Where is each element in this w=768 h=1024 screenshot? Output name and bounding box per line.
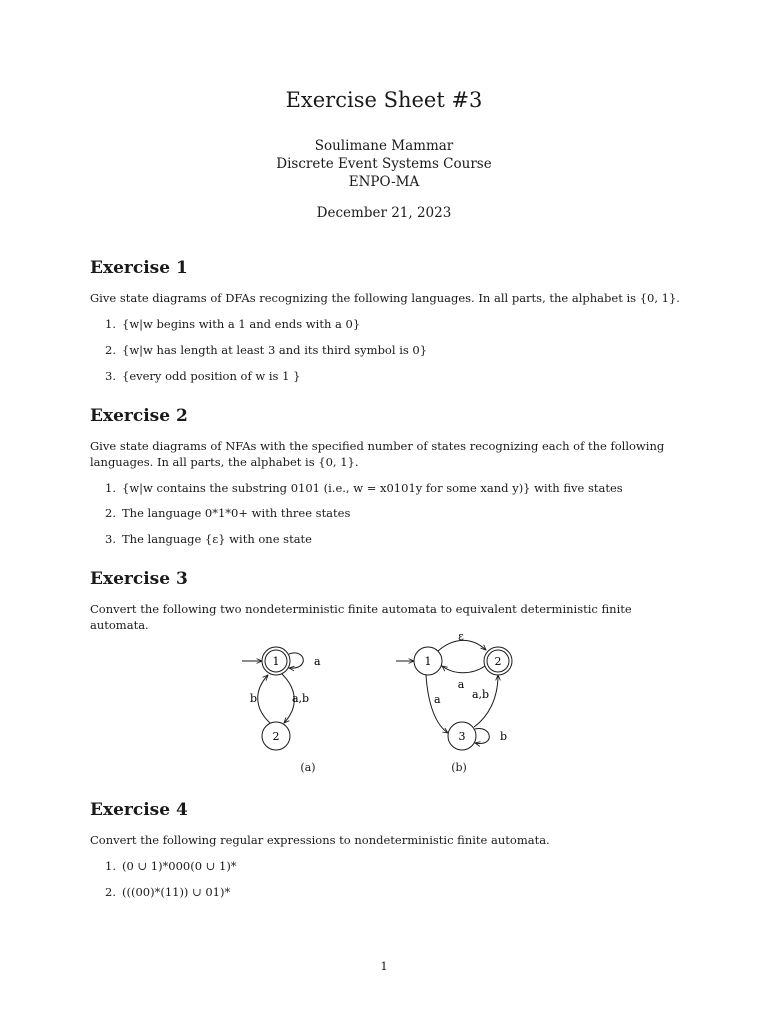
exercise-2-intro: Give state diagrams of NFAs with the specified number of states recognizing each of the following languages. In all parts, the alphabet is {0, 1}. — [90, 439, 665, 469]
state-label: 3 — [458, 730, 466, 743]
automaton-b-diagram — [390, 625, 530, 775]
item-text: The language 0*1*0+ with three states — [122, 506, 351, 520]
item-number: 3. — [105, 532, 116, 546]
self-loop — [289, 653, 303, 668]
edge-label: a,b — [472, 688, 490, 701]
transition-edge — [474, 675, 498, 727]
item-number: 1. — [105, 317, 116, 331]
state-1-accepting — [262, 647, 290, 675]
state-label: 1 — [272, 655, 280, 668]
item-number: 2. — [105, 506, 116, 520]
exercise-1-intro: Give state diagrams of DFAs recognizing the following languages. In all parts, the alphabet is {0, 1}. — [90, 291, 680, 305]
state-label: 1 — [424, 655, 432, 668]
figure-b-caption: (b) — [451, 761, 467, 774]
exercise-2-item — [105, 532, 312, 546]
exercise-4-item — [105, 859, 237, 873]
transition-edge — [258, 675, 270, 723]
state-1 — [414, 647, 442, 675]
figure-a-caption: (a) — [300, 761, 316, 774]
edge-label: a — [314, 655, 321, 668]
edge-label: a — [434, 693, 441, 706]
edge-label: b — [500, 730, 508, 743]
course-name: Discrete Event Systems Course — [276, 156, 492, 172]
school-name: ENPO-MA — [348, 174, 420, 190]
state-2-accepting — [484, 647, 512, 675]
edge-label: a,b — [292, 692, 310, 705]
self-loop — [475, 729, 489, 744]
exercise-3-intro: Convert the following two nondeterministic finite automata to equivalent deterministic finite automata. — [90, 602, 632, 632]
item-text: {every odd position of w is 1 } — [122, 369, 301, 383]
state-label: 2 — [272, 730, 280, 743]
item-number: 2. — [105, 885, 116, 899]
exercise-1-item — [105, 343, 427, 357]
exercise-1-item — [105, 317, 360, 331]
item-text: {w|w begins with a 1 and ends with a 0} — [122, 317, 361, 331]
state-label: 2 — [494, 655, 502, 668]
edge-label: ε — [458, 630, 464, 643]
author-name: Soulimane Mammar — [314, 138, 454, 154]
item-text: {w|w contains the substring 0101 (i.e., w = x0101y for some xand y)} with five states — [122, 481, 623, 495]
item-number: 3. — [105, 369, 116, 383]
item-text: {w|w has length at least 3 and its third symbol is 0} — [122, 343, 428, 357]
date: December 21, 2023 — [316, 205, 452, 221]
state-2 — [262, 722, 290, 750]
exercise-4-intro: Convert the following regular expressions to nondeterministic finite automata. — [90, 833, 550, 847]
exercise-4-item — [105, 885, 230, 899]
item-text: (((00)*(11)) ∪ 01)* — [122, 885, 231, 899]
item-number: 2. — [105, 343, 116, 357]
state-3 — [448, 722, 476, 750]
exercise-2-item — [105, 506, 350, 520]
item-text: (0 ∪ 1)*000(0 ∪ 1)* — [122, 859, 237, 873]
item-number: 1. — [105, 859, 116, 873]
exercise-1-item — [105, 369, 300, 383]
exercise-2-heading: Exercise 2 — [90, 406, 188, 426]
exercise-3-heading: Exercise 3 — [90, 569, 188, 589]
item-text: The language {ε} with one state — [122, 532, 312, 546]
automaton-a-diagram — [230, 630, 350, 780]
exercise-1-heading: Exercise 1 — [90, 258, 188, 278]
exercise-4-heading: Exercise 4 — [90, 800, 188, 820]
page-title: Exercise Sheet #3 — [285, 88, 483, 112]
edge-label: b — [250, 692, 258, 705]
page-number: 1 — [380, 959, 388, 973]
exercise-2-item — [105, 481, 623, 495]
transition-edge — [442, 666, 485, 673]
item-number: 1. — [105, 481, 116, 495]
edge-label: a — [457, 678, 465, 691]
